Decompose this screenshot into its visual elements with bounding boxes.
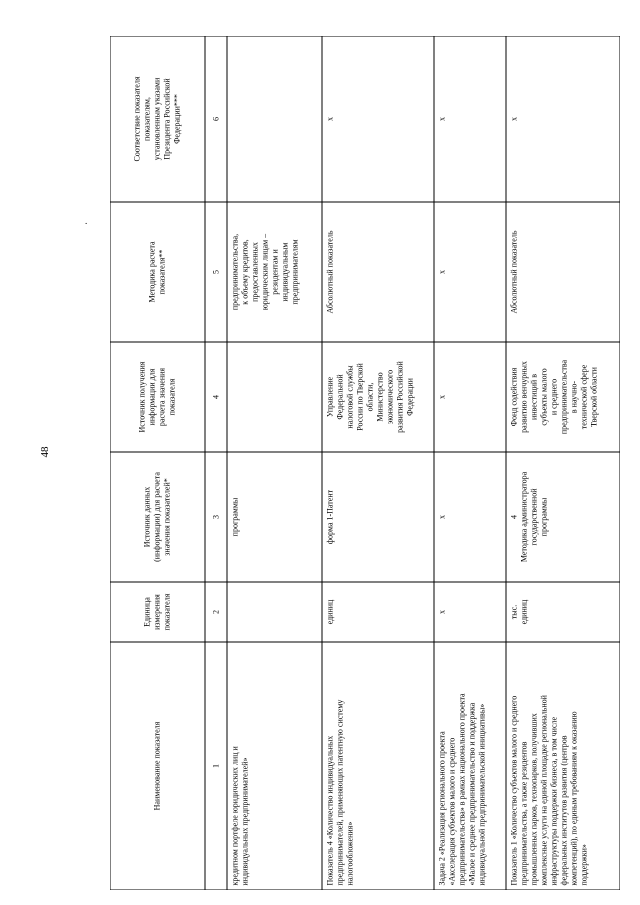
page-number: 48 [39,446,51,458]
column-number: 3 [205,452,227,582]
table-row [322,36,434,890]
info-source-cell [227,342,322,452]
compliance-cell [227,36,322,202]
table-row [434,36,506,890]
info-source-cell: х [434,342,506,452]
compliance-cell: х [506,36,620,202]
header-unit: Единица измерения показателя [110,582,205,642]
header-indicator-name: Наименование показателя [110,642,205,890]
compliance-cell: х [434,36,506,202]
unit-cell: тыс. единиц [506,582,620,642]
column-number: 2 [205,582,227,642]
indicator-name-cell: Показатель 1 «Количество субъектов малого и среднего предпринимательства, а также резидентов промышленных парков, технопарков, получивших комплексные услуги на единой площадке региональной инфраструктуры поддержки бизнеса, в том числе федеральных институтов развития (центров компетенций), по единым требованиям к оказанию поддержки» [506,642,620,890]
table-row [227,36,322,890]
indicator-table-container [110,36,620,890]
indicator-name-cell: кредитном портфеле юридических лиц и индивидуальных предпринимателей» [227,642,322,890]
header-info-source: Источник получения информации для расчета значения показателя [110,342,205,452]
unit-cell: х [434,582,506,642]
method-cell: предпринимательства, к объему кредитов, предоставленных юридическим лицам – резидентам и индивидуальным предпринимателям [227,202,322,342]
indicator-table [110,36,620,890]
data-source-cell: программы [227,452,322,582]
column-number: 1 [205,642,227,890]
table-row [506,36,620,890]
unit-cell: единиц [322,582,434,642]
header-row [110,36,205,890]
column-number: 4 [205,342,227,452]
compliance-cell: х [322,36,434,202]
margin-dot: . [85,216,88,226]
info-source-cell: Управление Федеральной налоговой службы России по Тверской области, Министерство экономического развития Российской Федерации [322,342,434,452]
data-source-cell: 4 Методика администратора государственной программы [506,452,620,582]
column-number-row [205,36,227,890]
indicator-name-cell: Показатель 4 «Количество индивидуальных предпринимателей, применяющих патентную систему налогообложения» [322,642,434,890]
header-data-source: Источник данных (информации) для расчета значения показателей* [110,452,205,582]
header-compliance: Соответствие показателя показателям, установленным указами Президента Российской Федерации*** [110,36,205,202]
header-method: Методика расчета показателя** [110,202,205,342]
unit-cell [227,582,322,642]
info-source-cell: Фонд содействия развитию венчурных инвестиций в субъекты малого и среднего предпринимательства в научно- технической сфере Тверской области [506,342,620,452]
column-number: 6 [205,36,227,202]
indicator-name-cell: Задача 2 «Реализация регионального проекта «Акселерация субъектов малого и среднего предпринимательства» в рамках национального проекта «Малое и среднее предпринимательство и поддержка индивидуальной предпринимательской инициативы» [434,642,506,890]
method-cell: Абсолютный показатель [506,202,620,342]
method-cell: Абсолютный показатель [322,202,434,342]
data-source-cell: форма 1-Патент [322,452,434,582]
method-cell: х [434,202,506,342]
column-number: 5 [205,202,227,342]
data-source-cell: х [434,452,506,582]
